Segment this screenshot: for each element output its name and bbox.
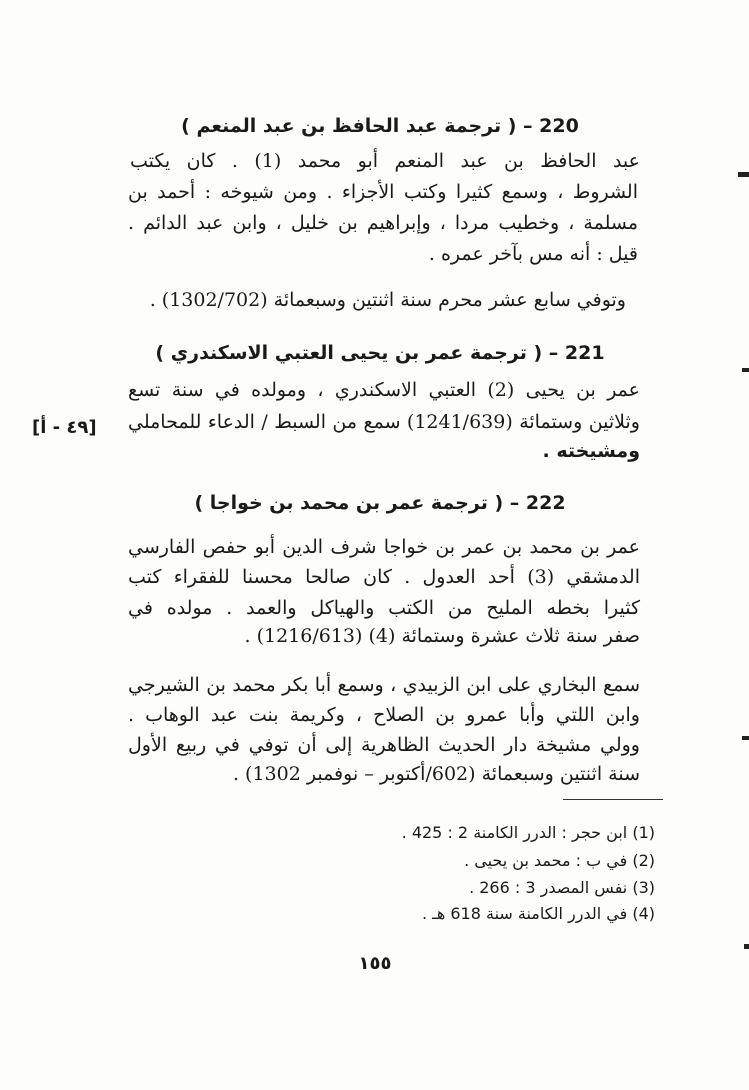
scan-edge-mark <box>742 368 749 372</box>
footnote-separator <box>563 799 663 800</box>
entry-222-para2-line-2: وابن اللتي وأبا عمرو بن الصلاح ، وكريمة بنت عبد الوهاب . <box>128 704 640 726</box>
entry-221-line-3: ومشيخته . <box>542 440 640 462</box>
entry-222-para2-line-4: سنة اثنتين وسبعمائة (602/أكتوبر – نوفمبر 1302) . <box>232 763 640 785</box>
footnote-4: (4) في الدرر الكامنة سنة 618 هـ . <box>421 904 655 923</box>
entry-222-line-3: كثيرا بخطه المليح من الكتب والهياكل والعمد . مولده في <box>128 597 640 619</box>
footnote-2: (2) في ب : محمد بن يحيى . <box>464 851 655 870</box>
entry-heading-222: 222 – ( ترجمة عمر بن محمد بن خواجا ) <box>194 492 566 514</box>
entry-222-para2-line-1: سمع البخاري على ابن الزبيدي ، وسمع أبا بكر محمد بن الشيرجي <box>128 674 640 696</box>
entry-222-line-2: الدمشقي (3) أحد العدول . كان صالحا محسنا للفقراء كتب <box>128 566 640 588</box>
entry-222-line-4: صفر سنة ثلاث عشرة وستمائة (4) (1216/613) . <box>244 625 640 647</box>
entry-220-death-line: وتوفي سابع عشر محرم سنة اثنتين وسبعمائة (1302/702) . <box>149 289 626 311</box>
scan-edge-mark <box>738 172 749 177</box>
footnote-3: (3) نفس المصدر 3 : 266 . <box>469 878 655 897</box>
entry-heading-221: 221 – ( ترجمة عمر بن يحيى العتبي الاسكندري ) <box>155 342 605 364</box>
entry-heading-220: 220 – ( ترجمة عبد الحافظ بن عبد المنعم ) <box>181 115 579 137</box>
entry-220-line-3: مسلمة ، وخطيب مردا ، وإبراهيم بن خليل ، وابن عبد الدائم . <box>128 212 638 234</box>
manuscript-folio-note: [٤٩ - أ] <box>32 417 97 438</box>
entry-220-line-2: الشروط ، وسمع كثيرا وكتب الأجزاء . ومن شيوخه : أحمد بن <box>128 181 638 203</box>
entry-222-para2-line-3: وولي مشيخة دار الحديث الظاهرية إلى أن توفي في ربيع الأول <box>128 734 640 756</box>
footnote-1: (1) ابن حجر : الدرر الكامنة 2 : 425 . <box>401 823 655 842</box>
entry-221-line-2: وثلاثين وستمائة (1241/639) سمع من السبط / الدعاء للمحاملي <box>128 411 640 433</box>
entry-222-line-1: عمر بن محمد بن عمر بن خواجا شرف الدين أبو حفص الفارسي <box>128 536 640 558</box>
scan-edge-mark <box>744 944 749 949</box>
entry-221-line-1: عمر بن يحيى (2) العتبي الاسكندري ، ومولده في سنة تسع <box>128 379 640 401</box>
scan-edge-mark <box>742 736 749 740</box>
entry-220-line-4: قيل : أنه مس بآخر عمره . <box>428 243 638 265</box>
entry-220-line-1: عبد الحافظ بن عبد المنعم أبو محمد (1) . كان يكتب <box>130 150 640 172</box>
page-number: ١٥٥ <box>358 953 392 974</box>
